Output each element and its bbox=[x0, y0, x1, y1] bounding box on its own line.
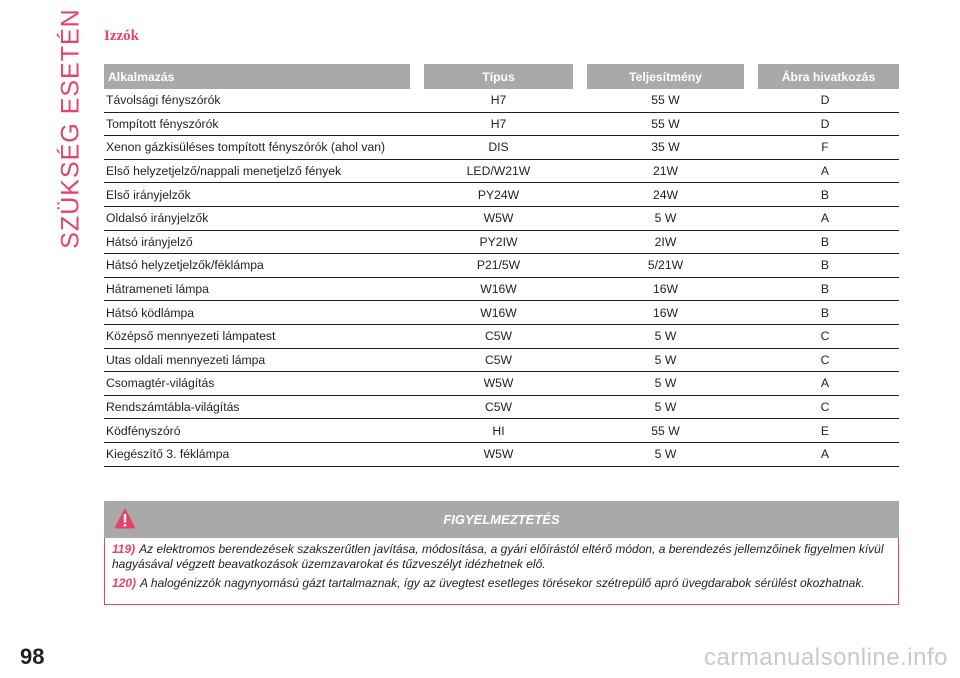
cell-teljesitmeny: 5 W bbox=[580, 442, 751, 466]
warning-note-number: 120) bbox=[112, 576, 137, 590]
side-title-text: SZÜKSÉG ESETÉN bbox=[56, 8, 85, 249]
cell-abra: D bbox=[751, 112, 899, 136]
cell-abra: A bbox=[751, 372, 899, 396]
cell-teljesitmeny: 24W bbox=[580, 183, 751, 207]
cell-abra: E bbox=[751, 419, 899, 443]
cell-tipus: W5W bbox=[417, 372, 580, 396]
cell-abra: B bbox=[751, 230, 899, 254]
table-row bbox=[104, 230, 899, 254]
table-body bbox=[104, 89, 899, 466]
cell-alkalmazas: Xenon gázkisüléses tompított fényszórók (ahol van) bbox=[104, 136, 417, 160]
warning-title: FIGYELMEZTETÉS bbox=[443, 512, 560, 527]
cell-teljesitmeny: 16W bbox=[580, 277, 751, 301]
warning-body bbox=[104, 538, 899, 605]
cell-alkalmazas: Rendszámtábla-világítás bbox=[104, 395, 417, 419]
table-row bbox=[104, 183, 899, 207]
cell-tipus: DIS bbox=[417, 136, 580, 160]
cell-teljesitmeny: 55 W bbox=[580, 419, 751, 443]
watermark: carmanualsonline.info bbox=[704, 644, 948, 671]
cell-tipus: H7 bbox=[417, 89, 580, 112]
cell-abra: F bbox=[751, 136, 899, 160]
cell-tipus: C5W bbox=[417, 324, 580, 348]
cell-teljesitmeny: 5 W bbox=[580, 206, 751, 230]
cell-alkalmazas: Utas oldali mennyezeti lámpa bbox=[104, 348, 417, 372]
cell-tipus: HI bbox=[417, 419, 580, 443]
cell-abra: B bbox=[751, 183, 899, 207]
header-alkalmazas: Alkalmazás bbox=[104, 64, 417, 89]
warning-box bbox=[104, 501, 899, 612]
warning-header bbox=[104, 501, 899, 538]
cell-alkalmazas: Középső mennyezeti lámpatest bbox=[104, 324, 417, 348]
cell-alkalmazas: Kiegészítő 3. féklámpa bbox=[104, 442, 417, 466]
table-row bbox=[104, 254, 899, 278]
cell-alkalmazas: Hátsó ködlámpa bbox=[104, 301, 417, 325]
table-row bbox=[104, 348, 899, 372]
cell-abra: D bbox=[751, 89, 899, 112]
table-row bbox=[104, 136, 899, 160]
warning-note-text: Az elektromos berendezések szakszerűtlen javítása, módosítása, a gyári előírástól eltérő módon, a berendezés jellemzőinek figyelmen kívül hagyásával végzett beavatkozások üzemzavarokat és tűzveszélyt idézhetnek elő. bbox=[112, 542, 884, 571]
table-row bbox=[104, 206, 899, 230]
cell-teljesitmeny: 16W bbox=[580, 301, 751, 325]
cell-alkalmazas: Hátsó helyzetjelzők/féklámpa bbox=[104, 254, 417, 278]
cell-abra: B bbox=[751, 277, 899, 301]
cell-tipus: P21/5W bbox=[417, 254, 580, 278]
table-row bbox=[104, 277, 899, 301]
cell-abra: B bbox=[751, 301, 899, 325]
table-row bbox=[104, 419, 899, 443]
cell-teljesitmeny: 55 W bbox=[580, 112, 751, 136]
cell-alkalmazas: Hátrameneti lámpa bbox=[104, 277, 417, 301]
cell-abra: A bbox=[751, 159, 899, 183]
cell-tipus: C5W bbox=[417, 348, 580, 372]
table-row bbox=[104, 372, 899, 396]
cell-teljesitmeny: 5/21W bbox=[580, 254, 751, 278]
cell-teljesitmeny: 2IW bbox=[580, 230, 751, 254]
cell-teljesitmeny: 5 W bbox=[580, 395, 751, 419]
cell-alkalmazas: Tompított fényszórók bbox=[104, 112, 417, 136]
section-side-title bbox=[46, 8, 96, 249]
table-row bbox=[104, 324, 899, 348]
cell-alkalmazas: Első irányjelzők bbox=[104, 183, 417, 207]
cell-tipus: W5W bbox=[417, 206, 580, 230]
table-row bbox=[104, 442, 899, 466]
cell-teljesitmeny: 5 W bbox=[580, 324, 751, 348]
cell-alkalmazas: Ködfényszóró bbox=[104, 419, 417, 443]
section-title: Izzók bbox=[104, 28, 139, 44]
cell-abra: A bbox=[751, 206, 899, 230]
cell-teljesitmeny: 5 W bbox=[580, 372, 751, 396]
warning-note-number: 119) bbox=[112, 542, 136, 556]
warning-note-text: A halogénizzók nagynyomású gázt tartalmaznak, így az üvegtest esetleges törésekor szétrepülő apró üvegdarabok sérülést okozhatnak. bbox=[140, 576, 865, 590]
warning-triangle-icon bbox=[114, 506, 136, 530]
cell-tipus: W16W bbox=[417, 301, 580, 325]
cell-alkalmazas: Távolsági fényszórók bbox=[104, 89, 417, 112]
cell-tipus: PY24W bbox=[417, 183, 580, 207]
cell-tipus: PY2IW bbox=[417, 230, 580, 254]
cell-tipus: H7 bbox=[417, 112, 580, 136]
header-teljesitmeny: Teljesítmény bbox=[580, 64, 751, 89]
cell-abra: C bbox=[751, 324, 899, 348]
header-abra-hivatkozas: Ábra hivatkozás bbox=[751, 64, 899, 89]
cell-abra: A bbox=[751, 442, 899, 466]
table-row bbox=[104, 159, 899, 183]
warning-note bbox=[112, 542, 891, 572]
cell-abra: B bbox=[751, 254, 899, 278]
table-header-row bbox=[104, 64, 899, 89]
cell-teljesitmeny: 5 W bbox=[580, 348, 751, 372]
cell-alkalmazas: Első helyzetjelző/nappali menetjelző fények bbox=[104, 159, 417, 183]
cell-tipus: W5W bbox=[417, 442, 580, 466]
cell-teljesitmeny: 21W bbox=[580, 159, 751, 183]
cell-abra: C bbox=[751, 348, 899, 372]
cell-tipus: C5W bbox=[417, 395, 580, 419]
header-tipus: Típus bbox=[417, 64, 580, 89]
cell-alkalmazas: Csomagtér-világítás bbox=[104, 372, 417, 396]
cell-teljesitmeny: 55 W bbox=[580, 89, 751, 112]
table-row bbox=[104, 89, 899, 112]
table-row bbox=[104, 301, 899, 325]
cell-alkalmazas: Oldalsó irányjelzők bbox=[104, 206, 417, 230]
bulbs-table bbox=[104, 64, 899, 467]
cell-tipus: LED/W21W bbox=[417, 159, 580, 183]
table-row bbox=[104, 395, 899, 419]
page-number: 98 bbox=[20, 644, 45, 669]
warning-note bbox=[112, 576, 891, 591]
cell-teljesitmeny: 35 W bbox=[580, 136, 751, 160]
table-row bbox=[104, 112, 899, 136]
cell-alkalmazas: Hátsó irányjelző bbox=[104, 230, 417, 254]
cell-abra: C bbox=[751, 395, 899, 419]
cell-tipus: W16W bbox=[417, 277, 580, 301]
